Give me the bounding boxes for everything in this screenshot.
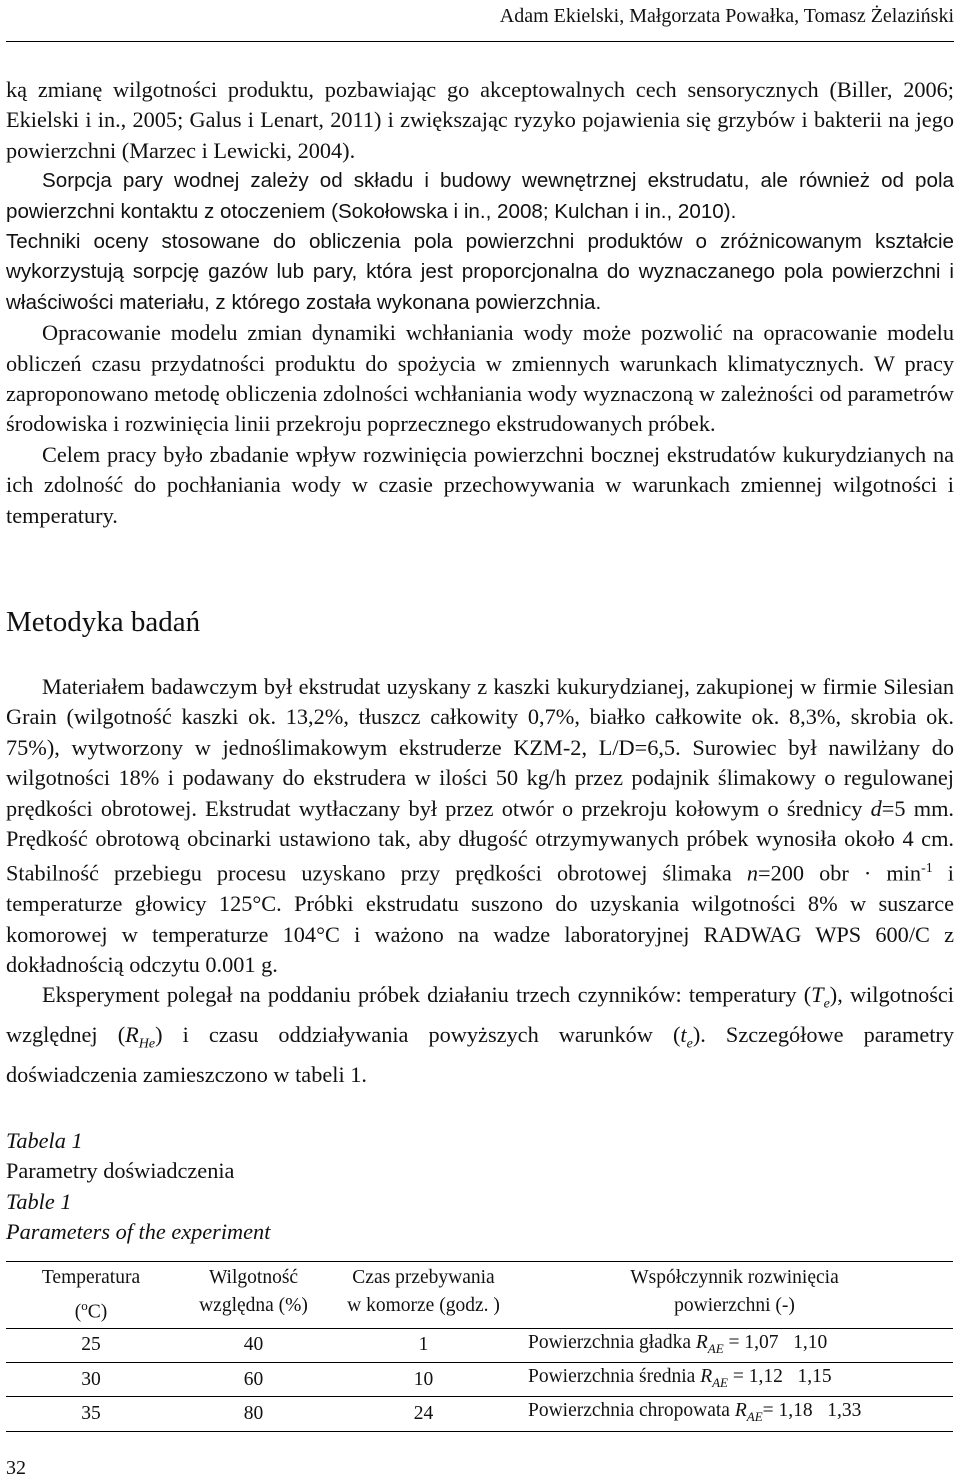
- caption-label-pl: Tabela 1: [6, 1128, 83, 1153]
- cell-coefficient: Powierzchnia chropowata $R_{AE}= 1,18$ 1,33: [516, 1397, 953, 1431]
- cell-humidity: 60: [176, 1362, 331, 1396]
- cell-temperature: 30: [6, 1362, 176, 1396]
- cell-temperature: 25: [6, 1328, 176, 1362]
- section-heading: Metodyka badań: [6, 606, 201, 638]
- cell-time: 24: [331, 1397, 516, 1431]
- cell-coefficient: Powierzchnia gładka $R_{AE} = 1,07$ 1,10: [516, 1328, 953, 1362]
- table-header-row: [6, 1262, 953, 1329]
- cell-humidity: 80: [176, 1397, 331, 1431]
- intro-paragraph-5: Celem pracy było zbadanie wpływ rozwinięcia powierzchni bocznej ekstrudatów kukurydzianych na ich zdolność do pochłaniania wody w czasie przechowywania w warunkach zmiennej wilgotności i temperatury.: [6, 441, 954, 528]
- cell-time: 1: [331, 1328, 516, 1362]
- intro-paragraph-2: Sorpcja pary wodnej zależy od składu i budowy wewnętrznej ekstrudatu, ale również od pola powierzchni kontaktu z otoczeniem (Sokołowska i in., 2008; Kulchan i in., 2010).: [6, 169, 954, 223]
- table-row: [6, 1328, 953, 1362]
- page-number: 32: [6, 1457, 26, 1479]
- methods-text: [6, 672, 954, 1091]
- header-time: Czas przebywania w komorze (godz. ): [331, 1262, 516, 1329]
- parameters-table: [6, 1261, 953, 1432]
- cell-temperature: 35: [6, 1397, 176, 1431]
- caption-title-en: Parameters of the experiment: [6, 1218, 271, 1244]
- header-coefficient: Współczynnik rozwinięcia powierzchni (-): [516, 1262, 953, 1329]
- table-row: [6, 1397, 953, 1431]
- header-rule: [6, 41, 954, 42]
- methods-paragraph-2: Eksperyment polegał na poddaniu próbek działaniu trzech czynników: temperatury $(T_e)$, wilgotności względnej $(R_{He})$ i czasu oddziaływania powyższych warunków $(t_e)$. Szczegółowe parametry doświadczenia zamieszczono w tabeli 1.: [6, 982, 955, 1088]
- intro-text: [6, 75, 954, 531]
- cell-coefficient: Powierzchnia średnia $R_{AE} = 1,12$ 1,15: [516, 1362, 953, 1396]
- methods-paragraph-1: Materiałem badawczym był ekstrudat uzyskany z kaszki kukurydzianej, zakupionej w firmie Silesian Grain (wilgotność kaszki ok. 13,2%, tłuszcz całkowity 0,7%, białko całkowite ok. 8,3%, skrobia ok. 75%), wytworzony w jednoślimakowym ekstruderze KZM-2, L/D=6,5. Surowiec był nawilżany do wilgotności 18% i podawany do ekstrudera w ilości 50 kg/h przez podajnik ślimakowy o regulowanej prędkości obrotowej. Ekstrudat wytłaczany był przez otwór o przekroju kołowym o średnicy d=5 mm. Prędkość obrotową obcinarki ustawiono tak, aby długość otrzymywanych próbek wynosiła około 4 cm. Stabilność przebiegu procesu uzyskano przy prędkości obrotowej ślimaka n=200 obr · $\min^{-1} i$ temperaturze głowicy 125°C. Próbki ekstrudatu suszono do uzyskania wilgotności 8% w suszarce komorowej w temperaturze 104°C i ważono na wadze laboratoryjnej RADWAG WPS 600/C z dokładnością odczytu 0.001 g.: [6, 674, 954, 978]
- header-temperature: Temperatura ($^o$C): [6, 1262, 176, 1329]
- caption-label-en: Table 1: [6, 1188, 72, 1214]
- cell-time: 10: [331, 1362, 516, 1396]
- intro-paragraph-3: Techniki oceny stosowane do obliczenia pola powierzchni produktów o zróżnicowanym kształcie wykorzystują sorpcję gazów lub pary, która jest proporcjonalna do wyznaczanego pola powierzchni i właściwości materiału, z którego została wykonana powierzchnia.: [6, 230, 954, 314]
- cell-humidity: 40: [176, 1328, 331, 1362]
- intro-paragraph-1: ką zmianę wilgotności produktu, pozbawiając go akceptowalnych cech sensorycznych (Biller, 2006; Ekielski i in., 2005; Galus i Lenart, 2011) i zwiększając ryzyko pojawienia się grzybów i bakterii na jego powierzchni (Marzec i Lewicki, 2004).: [6, 77, 954, 163]
- caption-title-pl: Parametry doświadczenia: [6, 1158, 235, 1184]
- running-header: Adam Ekielski, Małgorzata Powałka, Tomasz Żelaziński: [499, 5, 954, 27]
- intro-paragraph-4: Opracowanie modelu zmian dynamiki wchłaniania wody może pozwolić na opracowanie modelu obliczeń czasu przydatności produktu do spożycia w zmiennych warunkach klimatycznych. W pracy zaproponowano metodę obliczenia zdolności wchłaniania wody wyznaczoną w zależności od parametrów środowiska i rozwinięcia linii przekroju poprzecznego ekstrudowanych próbek.: [6, 320, 954, 437]
- header-humidity: Wilgotność względna (%): [176, 1262, 331, 1329]
- table-caption: [6, 1126, 270, 1247]
- table-row: [6, 1362, 953, 1396]
